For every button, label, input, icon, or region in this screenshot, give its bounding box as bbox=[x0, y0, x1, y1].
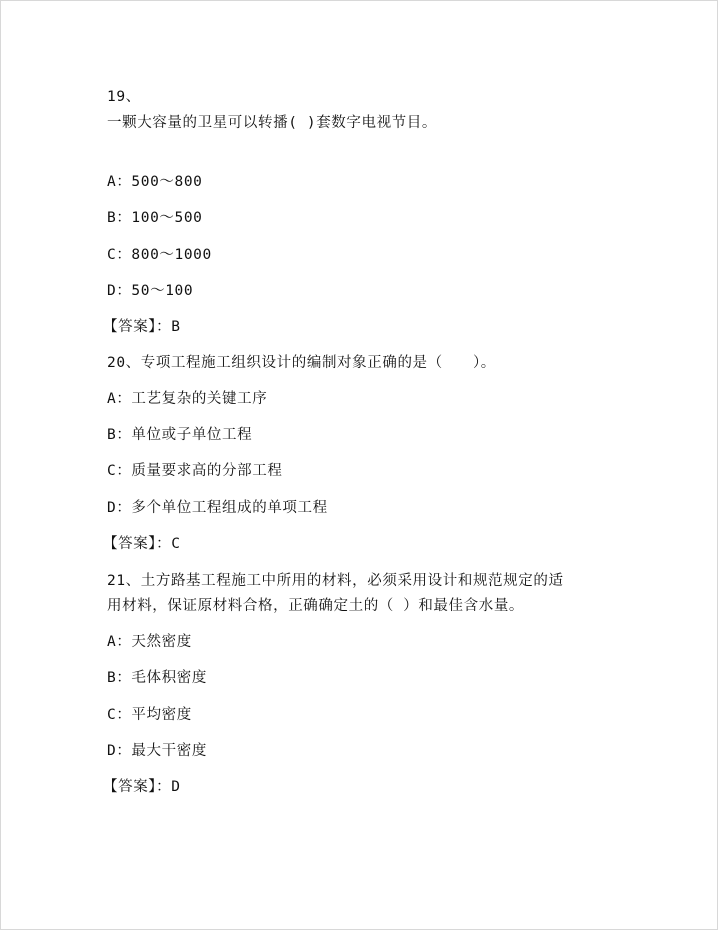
question-19-answer: 【答案】：B bbox=[103, 319, 181, 335]
question-21-option-a: A：天然密度 bbox=[107, 634, 192, 650]
question-20-option-a: A：工艺复杂的关键工序 bbox=[107, 391, 268, 407]
question-20-option-c: C：质量要求高的分部工程 bbox=[107, 463, 283, 479]
question-19-stem: 一颗大容量的卫星可以转播( )套数字电视节目。 bbox=[107, 115, 437, 131]
question-19-option-a: A：500～800 bbox=[107, 174, 203, 190]
question-21-option-b: B：毛体积密度 bbox=[107, 670, 207, 686]
question-21-option-d: D：最大干密度 bbox=[107, 743, 207, 759]
question-21-stem-line2: 用材料，保证原材料合格，正确确定土的（ ）和最佳含水量。 bbox=[107, 598, 525, 614]
question-20-stem: 20、专项工程施工组织设计的编制对象正确的是（ ）。 bbox=[107, 355, 496, 371]
question-20-option-b: B：单位或子单位工程 bbox=[107, 427, 253, 443]
question-19-option-d: D：50～100 bbox=[107, 283, 194, 299]
question-19-number: 19、 bbox=[107, 89, 141, 105]
question-19-option-c: C：800～1000 bbox=[107, 247, 212, 263]
question-21-option-c: C：平均密度 bbox=[107, 707, 192, 723]
question-21-answer: 【答案】：D bbox=[103, 779, 181, 795]
question-20-answer: 【答案】：C bbox=[103, 536, 181, 552]
question-21-stem-line1: 21、土方路基工程施工中所用的材料，必须采用设计和规范规定的适 bbox=[107, 573, 564, 589]
question-20-option-d: D：多个单位工程组成的单项工程 bbox=[107, 500, 328, 516]
question-19-option-b: B：100～500 bbox=[107, 210, 203, 226]
